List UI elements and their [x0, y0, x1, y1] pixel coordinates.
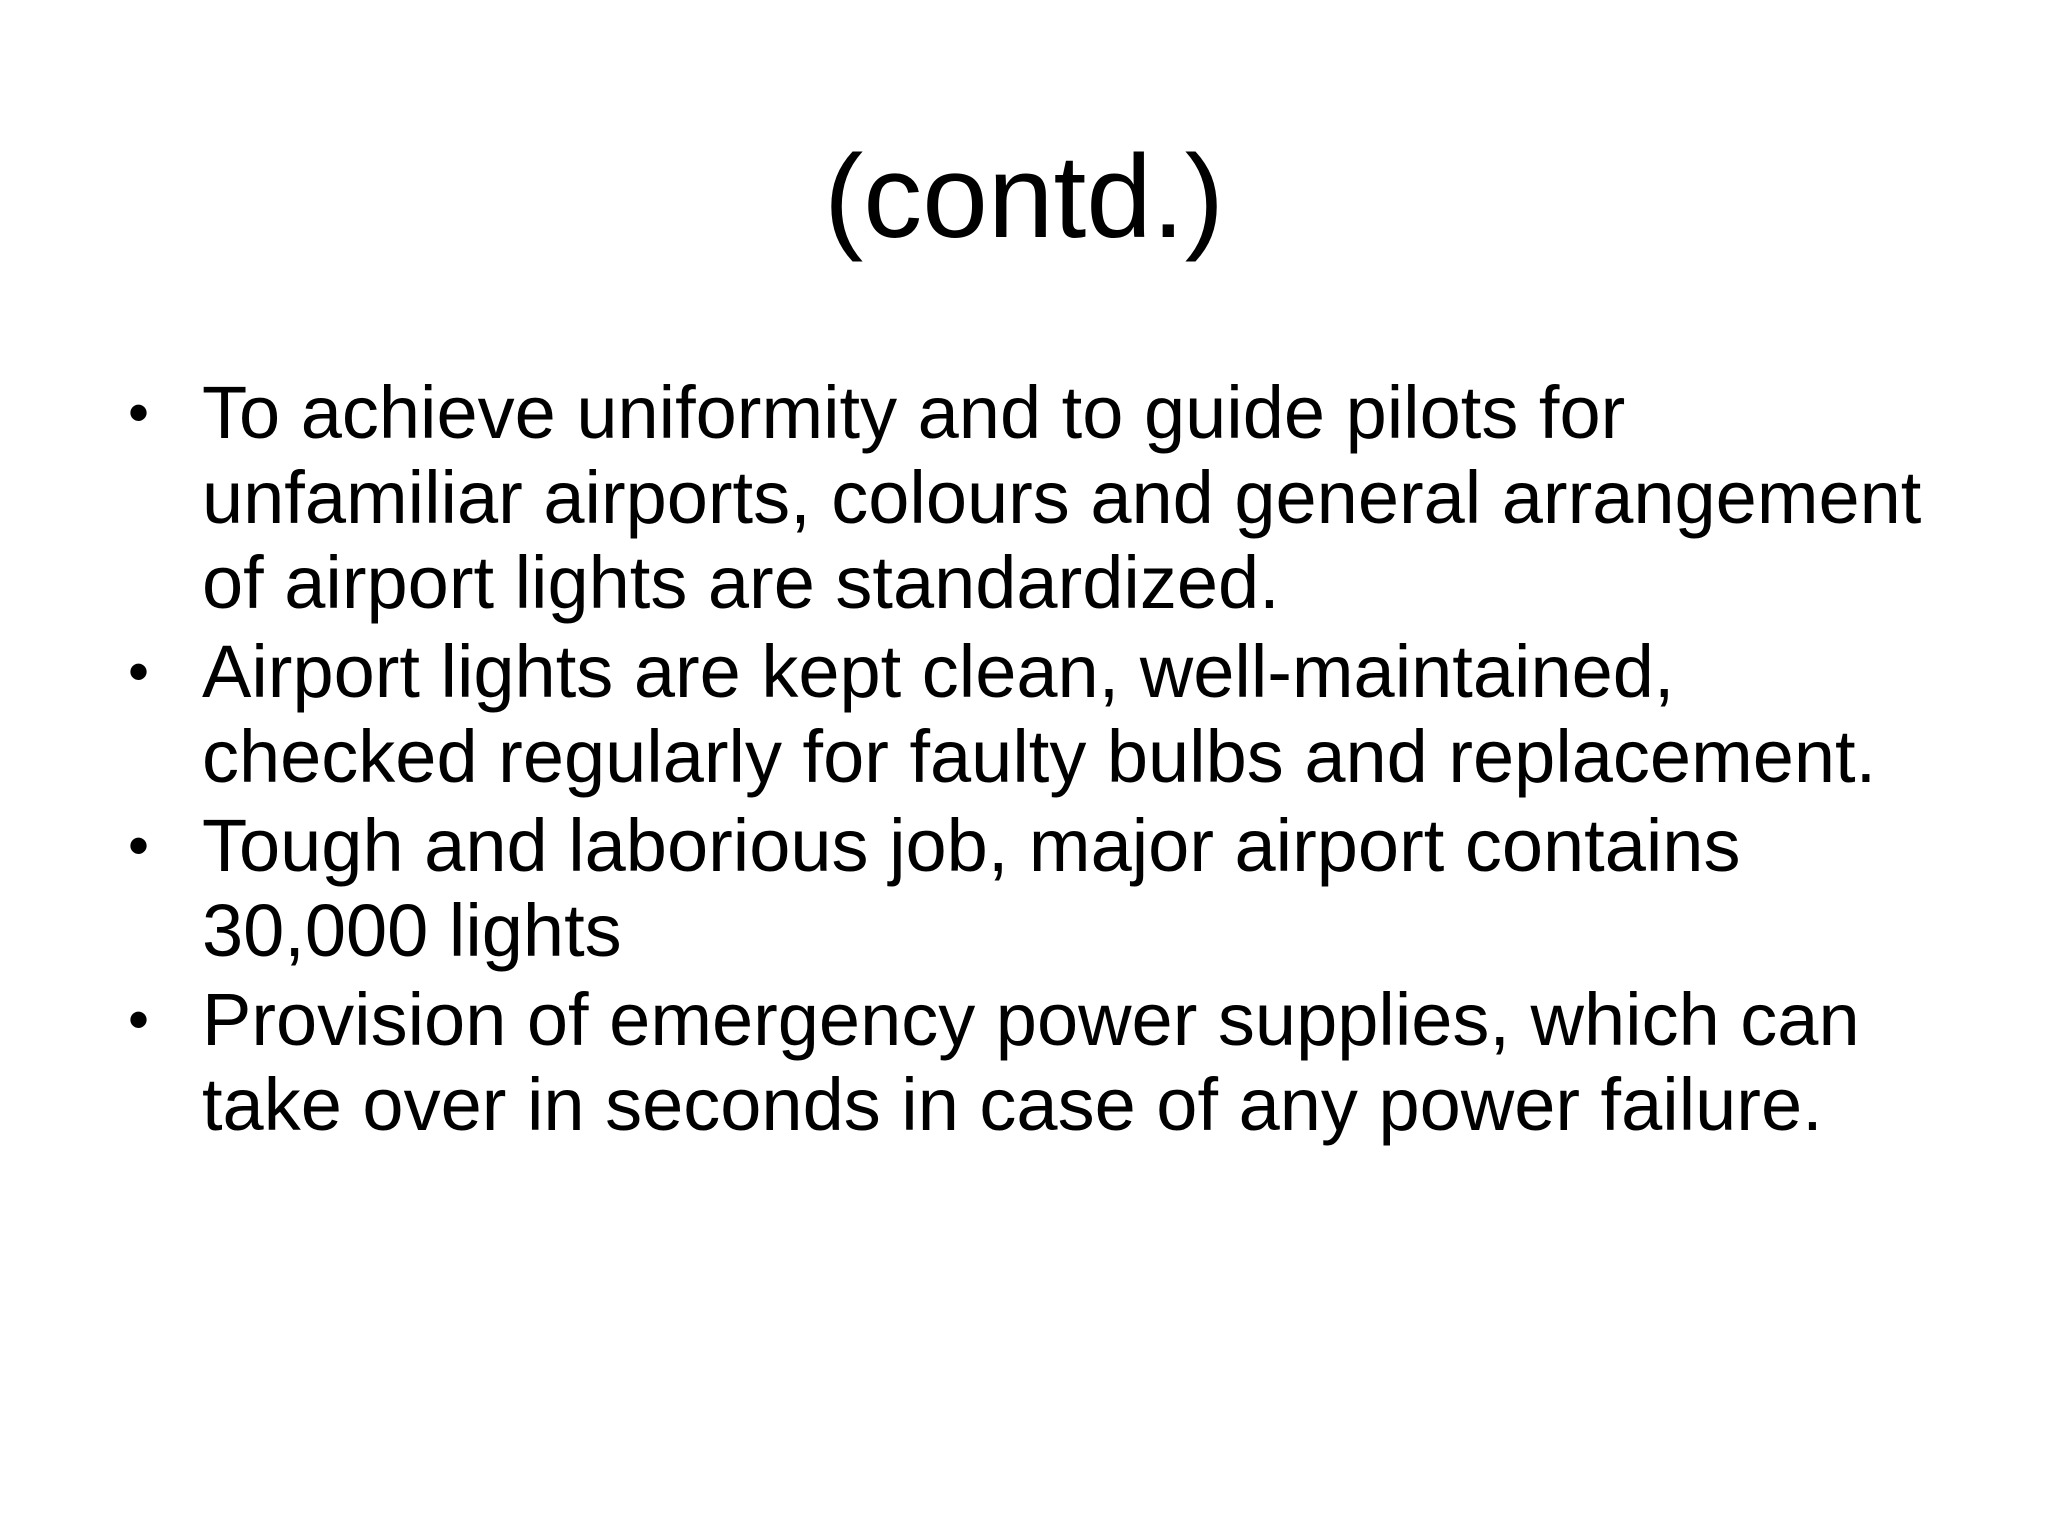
- bullet-icon: •: [128, 379, 150, 446]
- bullet-icon: •: [128, 812, 150, 879]
- bullet-item: [122, 977, 1922, 1147]
- bullet-item: [122, 370, 1922, 625]
- slide-title: (contd.): [823, 131, 1225, 263]
- bullet-item: [122, 629, 1922, 799]
- bullet-text: To achieve uniformity and to guide pilots for unfamiliar airports, colours and general arrangement of airport lights are standardized.: [202, 371, 1922, 624]
- bullet-text: Provision of emergency power supplies, which can take over in seconds in case of any power failure.: [202, 978, 1860, 1146]
- bullet-text: Airport lights are kept clean, well-maintained, checked regularly for faulty bulbs and replacement.: [202, 630, 1877, 798]
- bullet-item: [122, 803, 1922, 973]
- bullet-text: Tough and laborious job, major airport contains 30,000 lights: [202, 804, 1741, 972]
- bullet-icon: •: [128, 638, 150, 705]
- bullet-icon: •: [128, 986, 150, 1053]
- bullet-list: [122, 370, 1922, 1151]
